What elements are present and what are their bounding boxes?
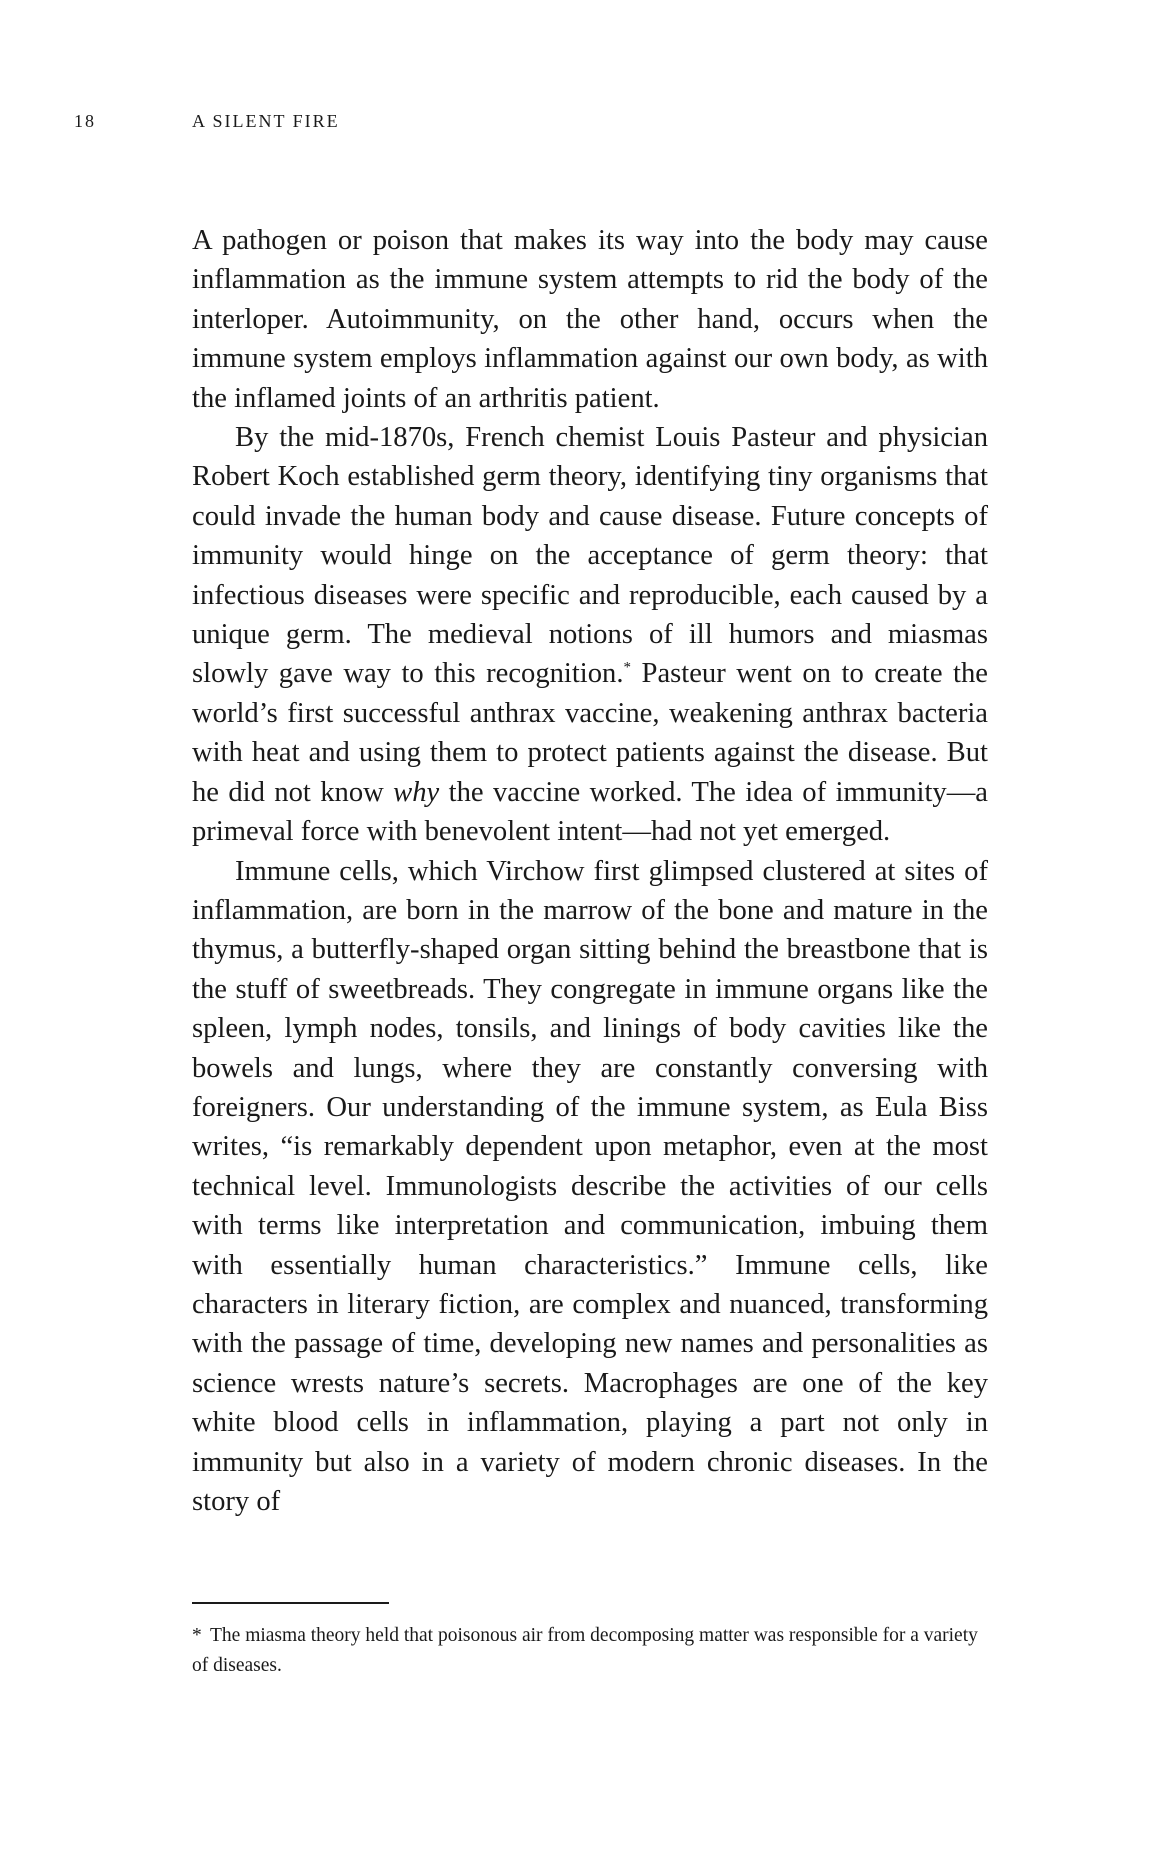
paragraph-2-text-a: By the mid-1870s, French chemist Louis Pasteur and physician Robert Koch established germ theory, identifying tiny organisms that could invade the human body and cause disease. Future concepts of immunity would hinge on the acceptance of germ theory: that infectious diseases were specific and reproducible, each caused by a unique germ. The medieval notions of ill humors and miasmas slowly gave way to this recognition.: [192, 422, 988, 690]
running-title: A SILENT FIRE: [192, 111, 340, 131]
body-text: [192, 221, 988, 1521]
footnote-reference-marker: *: [623, 659, 631, 676]
paragraph-2-text-c: the vaccine worked. The idea of immunity—a primeval force with benevolent intent—had not yet emerged.: [192, 776, 988, 848]
footnote-marker: *: [192, 1625, 202, 1646]
paragraph-2-italic-word: why: [393, 776, 440, 808]
paragraph-2-text-b: Pasteur went on to create the world’s first successful anthrax vaccine, weakening anthrax bacteria with heat and using them to protect patients against the disease. But he did not know: [192, 658, 988, 808]
paragraph-2: [192, 418, 988, 851]
running-head: [74, 108, 1074, 134]
paragraph-1: A pathogen or poison that makes its way into the body may cause inflammation as the immune system attempts to rid the body of the interloper. Autoimmunity, on the other hand, occurs when the immune system employs inflammation against our own body, as with the inflamed joints of an arthritis patient.: [192, 225, 988, 414]
page-number: 18: [74, 111, 96, 131]
footnote: [192, 1621, 992, 1681]
footnote-text: The miasma theory held that poisonous air from decomposing matter was responsible for a variety of diseases.: [192, 1625, 978, 1676]
footnote-divider: [192, 1602, 389, 1604]
paragraph-3: Immune cells, which Virchow first glimpsed clustered at sites of inflammation, are born in the marrow of the bone and mature in the thymus, a butterfly-shaped organ sitting behind the breastbone that is the stuff of sweetbreads. They congregate in immune organs like the spleen, lymph nodes, tonsils, and linings of body cavities like the bowels and lungs, where they are constantly conversing with foreigners. Our understanding of the immune system, as Eula Biss writes, “is remarkably dependent upon metaphor, even at the most technical level. Immunologists describe the activities of our cells with terms like interpretation and communication, imbuing them with essentially human characteristics.” Immune cells, like characters in literary fiction, are complex and nuanced, transforming with the passage of time, developing new names and personalities as science wrests nature’s secrets. Macrophages are one of the key white blood cells in inflammation, playing a part not only in immunity but also in a variety of modern chronic diseases. In the story of: [192, 855, 988, 1517]
